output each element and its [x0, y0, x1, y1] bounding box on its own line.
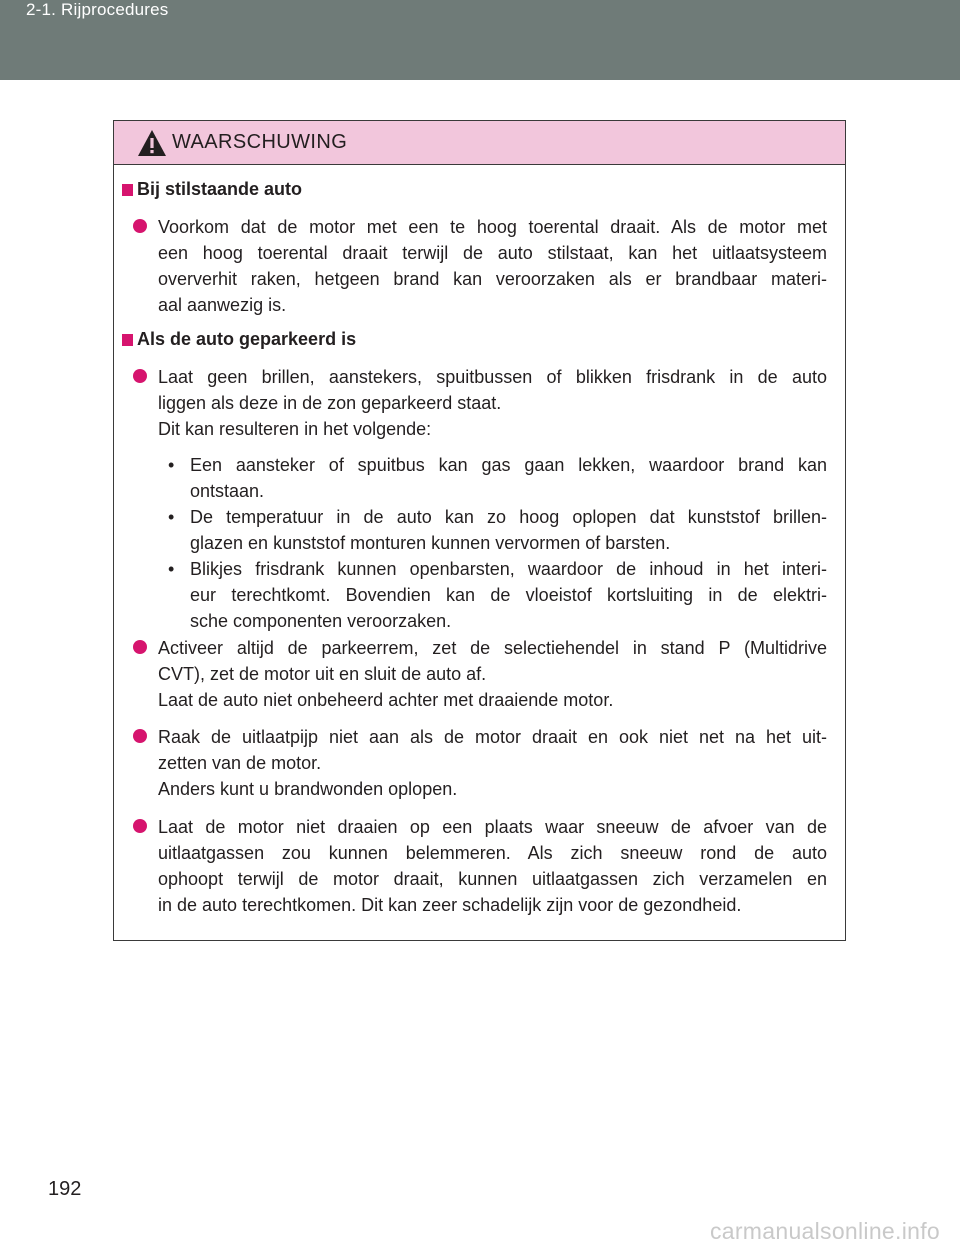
warning-title: WAARSCHUWING — [172, 131, 348, 153]
circle-bullet-icon — [133, 729, 147, 743]
warning-paragraph: Activeer altijd de parkeerrem, zet de selectiehendel in stand P (Multidrive CVT), zet de motor uit en sluit de auto af. Laat de auto niet onbeheerd achter met draaiende motor. — [158, 635, 827, 713]
warning-paragraph: Laat de motor niet draaien op een plaats waar sneeuw de afvoer van de uitlaatgassen zou kunnen belemmeren. Als zich sneeuw rond de auto ophoopt terwijl de motor draait, kunnen uitlaatgassen zich verzamelen en in de auto terechtkomen. Dit kan zeer schadelijk zijn voor de gezondheid. — [158, 814, 827, 918]
circle-bullet-icon — [133, 819, 147, 833]
circle-bullet-icon — [133, 219, 147, 233]
page-number: 192 — [48, 1178, 82, 1200]
square-bullet-icon — [122, 184, 133, 196]
sub-list-item: • De temperatuur in de auto kan zo hoog oplopen dat kunststof brillen- glazen en kunststof monturen kunnen vervormen of barsten. — [168, 507, 827, 553]
circle-bullet-icon — [133, 640, 147, 654]
warning-header — [114, 121, 845, 165]
watermark: carmanualsonline.info — [709, 1218, 940, 1244]
warning-paragraph: Laat geen brillen, aanstekers, spuitbussen of blikken frisdrank in de auto liggen als deze in de zon geparkeerd staat. Dit kan resulteren in het volgende: — [158, 364, 827, 442]
warning-paragraph: Raak de uitlaatpijp niet aan als de motor draait en ook niet net na het uit- zetten van de motor. Anders kunt u brandwonden oplopen. — [158, 724, 827, 802]
square-bullet-icon — [122, 334, 133, 346]
warning-box: WAARSCHUWING Bij stilstaande auto Voorkom dat de motor met een te hoog toerental draait. Als de motor met een hoog toerental draait terwijl de auto stilstaat, kan het uitlaatsysteem oververhit raken, hetgeen brand kan veroorzaken als er brandbaar materi- aal aanwezig is. Als de auto geparkeerd is Laat geen brillen, aanstekers, spuitbussen of blikken frisdrank in de auto liggen als deze in de zon geparkeerd staat. Dit kan resulteren in het volgende: • Een aansteker of spuitbus kan gas gaan lekken, waardoor brand kan ontstaan. • De temperatuur in de auto kan zo hoog oplopen dat kunststof brillen- glazen en kunststof monturen kunnen vervormen of barsten. • Blikjes frisdrank kunnen openbarsten, waardoor de inhoud in het interi- eur terechtkomt. Bovendien kan de vloeistof kortsluiting in de elektri- sche componenten veroorzaken. Activeer altijd de parkeerrem, zet de selectiehendel in stand P (Multidrive CVT), zet de motor uit en sluit de auto af. Laat de auto niet onbeheerd achter met draaiende motor. Raak de uitlaatpijp niet aan als de motor draait en ook niet net na het uit- zetten van de motor. Anders kunt u brandwonden oplopen. Laat de motor niet draaien op een plaats waar sneeuw de afvoer van de uitlaatgassen zou kunnen belemmeren. Als zich sneeuw rond de auto ophoopt terwijl de motor draait, kunnen uitlaatgassen zich verzamelen en in de auto terechtkomen. Dit kan zeer schadelijk zijn voor de gezondheid. — [113, 120, 846, 941]
section-title: 2-1. Rijprocedures — [26, 0, 169, 19]
warning-triangle-icon — [137, 129, 167, 157]
sub-list-item: • Een aansteker of spuitbus kan gas gaan lekken, waardoor brand kan ontstaan. — [168, 455, 827, 501]
warning-paragraph: Voorkom dat de motor met een te hoog toerental draait. Als de motor met een hoog toerental draait terwijl de auto stilstaat, kan het uitlaatsysteem oververhit raken, hetgeen brand kan veroorzaken als er brandbaar materi- aal aanwezig is. — [158, 214, 827, 318]
circle-bullet-icon — [133, 369, 147, 383]
sub-list-item: • Blikjes frisdrank kunnen openbarsten, waardoor de inhoud in het interi- eur terechtkomt. Bovendien kan de vloeistof kortsluiting in de elektri- sche componenten veroorzaken. — [168, 559, 827, 631]
